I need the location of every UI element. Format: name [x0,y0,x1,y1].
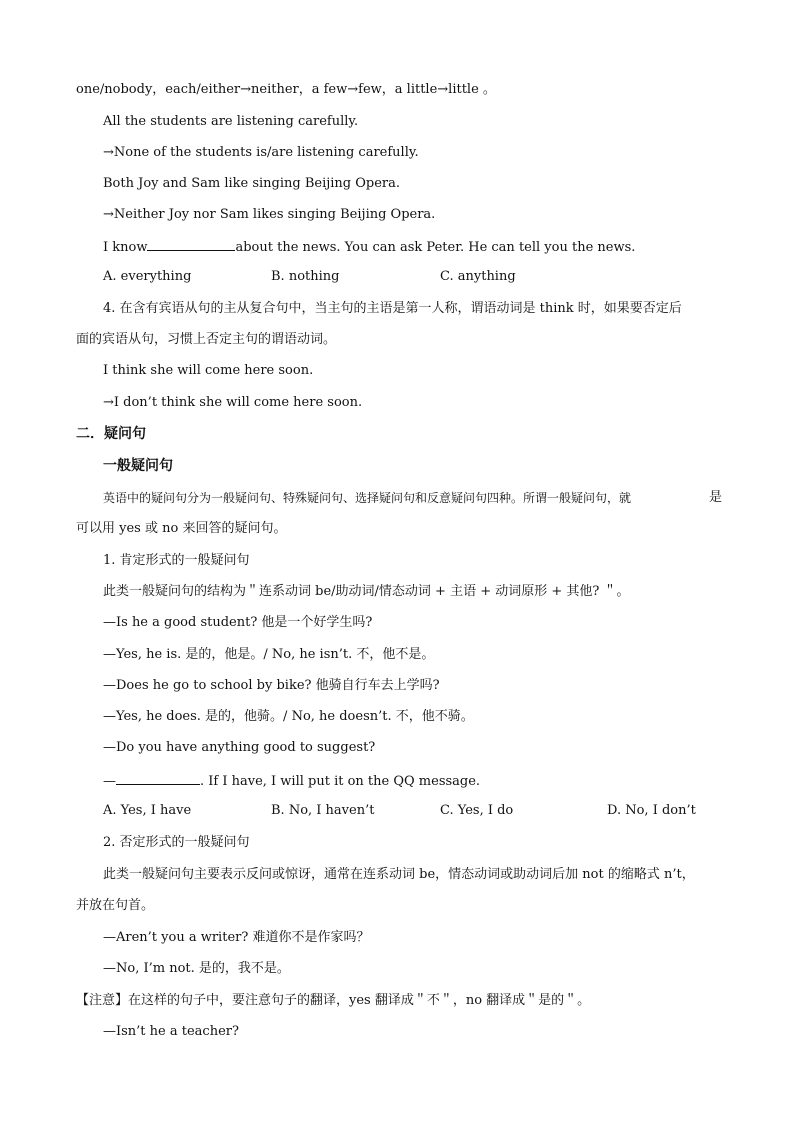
numbered-heading: 1. 肯定形式的一般疑问句 [103,553,250,568]
option-b[interactable]: B. nothing [271,269,340,284]
section-heading: 二．疑问句 [76,426,146,442]
subsection-heading: 一般疑问句 [103,458,173,474]
dialogue-line: —Does he go to school by bike? 他骑自行车去上学吗? [103,678,440,693]
example-sentence: I think she will come here soon. [103,363,314,378]
question-text-start: — [103,774,116,789]
numbered-heading: 2. 否定形式的一般疑问句 [103,835,250,850]
option-a[interactable]: A. Yes, I have [103,803,192,818]
option-d[interactable]: D. No, I don’t [607,803,696,818]
paragraph-text: 并放在句首。 [76,898,155,913]
dialogue-line: —Do you have anything good to suggest? [103,740,376,755]
example-sentence: →None of the students is/are listening carefully. [103,145,419,160]
rule-text: 面的宾语从句，习惯上否定主句的谓语动词。 [76,332,337,347]
dialogue-line: —Aren’t you a writer? 难道你不是作家吗？ [103,930,370,945]
dialogue-line: —Yes, he is. 是的，他是。/ No, he isn’t. 不，他不是。 [103,647,435,662]
note-text: 【注意】在这样的句子中，要注意句子的翻译，yes 翻译成＂不＂，no 翻译成＂是的＂。 [76,993,591,1008]
paragraph-text: 是 [709,490,723,505]
question-text-end: . If I have, I will put it on the QQ message. [200,774,481,789]
paragraph-text: 此类一般疑问句主要表示反问或惊讶，通常在连系动词 be，情态动词或助动词后加 not 的缩略式 n’t， [103,867,695,882]
dialogue-line: —No, I’m not. 是的，我不是。 [103,961,290,976]
example-sentence: All the students are listening carefully. [103,114,359,129]
paragraph-text: 英语中的疑问句分为一般疑问句、特殊疑问句、选择疑问句和反意疑问句四种。所谓一般疑问句，就 [103,491,632,505]
dialogue-line: —Isn’t he a teacher? [103,1024,239,1039]
option-b[interactable]: B. No, I haven’t [271,803,375,818]
example-sentence: →Neither Joy nor Sam likes singing Beijing Opera. [103,207,436,222]
fill-blank-question-1 [103,237,635,257]
dialogue-line: —Yes, he does. 是的，他骑。/ No, he doesn’t. 不，他不骑。 [103,709,474,724]
fill-blank-question-2 [103,771,480,791]
option-c[interactable]: C. Yes, I do [440,803,514,818]
question-text-end: about the news. You can ask Peter. He can tell you the news. [235,240,636,255]
question-text-start: I know [103,240,148,255]
answer-blank[interactable] [147,237,235,251]
example-sentence: →I don’t think she will come here soon. [103,395,363,410]
structure-text: 此类一般疑问句的结构为＂连系动词 be/助动词/情态动词 + 主语 + 动词原形 + 其他? ＂。 [103,584,630,599]
rule-text: 4. 在含有宾语从句的主从复合句中，当主句的主语是第一人称，谓语动词是 think 时，如果要否定后 [103,301,682,316]
option-c[interactable]: C. anything [440,269,516,284]
answer-blank[interactable] [116,771,200,785]
text-line: one/nobody，each/either→neither，a few→few，a little→little 。 [76,82,496,97]
option-a[interactable]: A. everything [103,269,192,284]
dialogue-line: —Is he a good student? 他是一个好学生吗? [103,615,373,630]
example-sentence: Both Joy and Sam like singing Beijing Opera. [103,176,401,191]
paragraph-text: 可以用 yes 或 no 来回答的疑问句。 [76,521,287,536]
